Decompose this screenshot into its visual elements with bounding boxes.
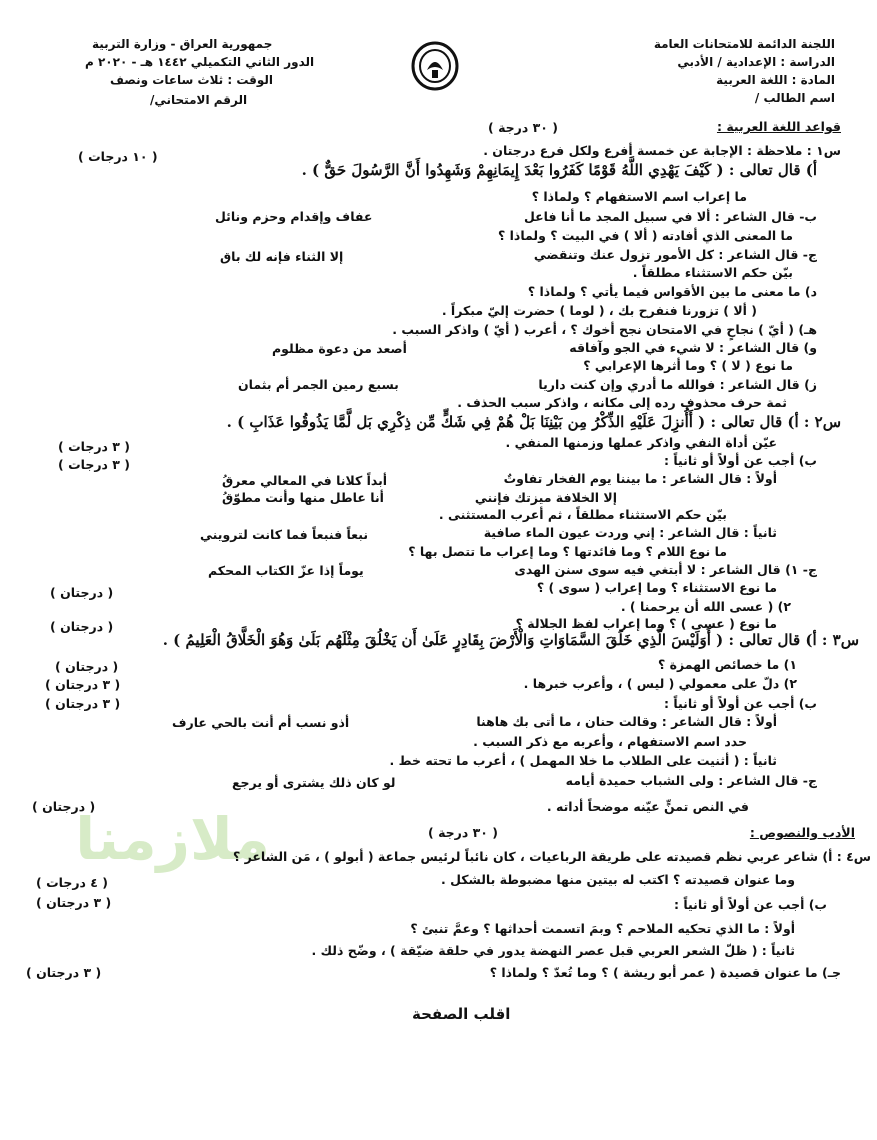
q2-c2-degree: ( درجتان ) bbox=[50, 619, 114, 634]
q1-a-verse: أ) قال تعالى : ( كَيْفَ يَهْدِي اللَّهُ قَوْمًا كَفَرُوا بَعْدَ إِيمَانِهِمْ وَشَهِدُوا أَنَّ الرَّسُولَ حَقٌّ ) . bbox=[301, 161, 817, 179]
section-literature-degree: ( ٣٠ درجة ) bbox=[428, 825, 498, 840]
q2-b1-verse2: أبداً كلانا في المعالي معرقُ bbox=[222, 473, 388, 488]
q1-w-verse: و) قال الشاعر : لا شيء في الجو وآفاقه bbox=[569, 340, 817, 355]
q2-c1-question: ما نوع الاستثناء ؟ وما إعراب ( سوى ) ؟ bbox=[536, 580, 777, 595]
q1-note: س١ : ملاحظة : الإجابة عن خمسة أفرع ولكل فرع درجتان . bbox=[483, 143, 841, 158]
q1-b-question: ما المعنى الذي أفادته ( ألا ) في البيت ؟ ولماذا ؟ bbox=[498, 228, 793, 243]
q2-b1-verse: أولاً : قال الشاعر : ما بيننا يوم الفخار تفاوتٌ bbox=[503, 471, 777, 486]
q2-c1-degree: ( درجتان ) bbox=[50, 585, 114, 600]
q1-b-verse2: عفاف وإقدام وحزم ونائل bbox=[215, 209, 373, 224]
q4-b: ب) أجب عن أولاً أو ثانياً : bbox=[674, 897, 827, 912]
header-study: الدراسة : الإعدادية / الأدبي bbox=[677, 55, 835, 69]
q4-a: س٤ : أ) شاعر عربي نظم قصيدته على طريقة الرباعيات ، كان نائباً لرئيس جماعة ( أبولو ) ، مَن الشاعر ؟ bbox=[232, 849, 871, 864]
header-exam-number: الرقم الامتحاني/ bbox=[150, 93, 248, 107]
q1-z-question: ثمة حرف محذوف رده إلى مكانه ، واذكر سبب الحذف . bbox=[457, 395, 787, 410]
q2-a-verse: س٢ : أ) قال تعالى : ( أَأُنزِلَ عَلَيْهِ الذِّكْرُ مِن بَيْنِنَا بَلْ هُمْ فِي شَكٍّ مِّن ذِكْرِي بَل لَّمَّا يَذُوقُوا عَذَابِ ) . bbox=[226, 413, 841, 431]
header-committee: اللجنة الدائمة للامتحانات العامة bbox=[653, 37, 835, 51]
q1-a-question: ما إعراب اسم الاستفهام ؟ ولماذا ؟ bbox=[531, 189, 747, 204]
q2-a-degree: ( ٣ درجات ) bbox=[58, 439, 131, 454]
section-grammar-title: قواعد اللغة العربية : bbox=[716, 119, 841, 134]
ministry-seal-icon bbox=[410, 40, 460, 92]
q1-z-verse: ز) قال الشاعر : فوالله ما أدري وإن كنت داريا bbox=[538, 377, 817, 392]
q1-d: د) ما معنى ما بين الأقواس فيما يأتي ؟ ولماذا ؟ bbox=[527, 284, 817, 299]
q2-c2: ٢) ( عسى الله أن يرحمنا ) . bbox=[620, 599, 791, 614]
q1-b-verse: ب- قال الشاعر : ألا في سبيل المجد ما أنا فاعل bbox=[523, 209, 817, 224]
section-grammar-degree: ( ٣٠ درجة ) bbox=[488, 120, 558, 135]
q4-b-degree: ( ٣ درجتان ) bbox=[36, 895, 112, 910]
q2-b1-line2-verse2: أنا عاطل منها وأنت مطوّقُ bbox=[222, 490, 384, 505]
q4-c: جـ) ما عنوان قصيدة ( عمر أبو ريشة ) ؟ وما تُعدّ ؟ ولماذا ؟ bbox=[489, 965, 841, 980]
q1-c-question: بيّن حكم الاستثناء مطلقاً . bbox=[632, 265, 793, 280]
q3-c-verse: ج- قال الشاعر : ولى الشباب حميدة أيامه bbox=[565, 773, 817, 788]
q4-b2: ثانياً : ( ظلّ الشعر العربي قبل عصر النهضة يدور في حلقة ضيّقة ) ، وضّح ذلك . bbox=[311, 943, 795, 958]
q3-b1-verse: أولاً : قال الشاعر : وقالت حنان ، ما أتى بك هاهنا bbox=[476, 714, 777, 729]
q1-w-verse2: أصعد من دعوة مظلوم bbox=[272, 341, 407, 356]
q1-degree: ( ١٠ درجات ) bbox=[78, 149, 158, 164]
q3-b1-question: حدد اسم الاستفهام ، وأعربه مع ذكر السبب . bbox=[473, 734, 747, 749]
section-literature-title: الأدب والنصوص : bbox=[749, 825, 855, 840]
q3-b2: ثانياً : ( أثنيت على الطلاب ما خلا المهمل ) ، أعرب ما تحته خط . bbox=[389, 753, 777, 768]
q1-d-example: ( ألا ) تزورنا فنفرح بك ، ( لوما ) حضرت إليّ مبكراً . bbox=[441, 303, 757, 318]
turn-page-label: اقلب الصفحة bbox=[412, 1005, 511, 1023]
q2-a-question: عيّن أداة النفي واذكر عملها وزمنها المنفي . bbox=[505, 435, 777, 450]
header-republic: جمهورية العراق - وزارة التربية bbox=[92, 37, 273, 51]
q3-c-question: في النص تمنٍّ عيّنه موضحاً أداته . bbox=[546, 799, 749, 814]
q3-c-degree: ( درجتان ) bbox=[32, 799, 96, 814]
q2-b1-question: بيّن حكم الاستثناء مطلقاً ، ثم أعرب المستثنى . bbox=[438, 507, 727, 522]
q2-c1-verse2: يوماً إذا عزّ الكتاب المحكم bbox=[208, 563, 364, 578]
q3-a1: ١) ما خصائص الهمزة ؟ bbox=[658, 657, 797, 672]
q4-b1: أولاً : ما الذي تحكيه الملاحم ؟ وبمَ اتسمت أحداثها ؟ وعمَّ تنبئ ؟ bbox=[410, 921, 795, 936]
q2-b2-verse: ثانياً : قال الشاعر : إني وردت عيون الماء صافية bbox=[483, 525, 777, 540]
q4-a-question: وما عنوان قصيدته ؟ اكتب له بيتين منها مضبوطة بالشكل . bbox=[440, 872, 795, 887]
q2-b2-question: ما نوع اللام ؟ وما فائدتها ؟ وما إعراب ما تتصل بها ؟ bbox=[408, 544, 727, 559]
q2-c2-question: ما نوع ( عسى ) ؟ وما إعراب لفظ الجلالة ؟ bbox=[515, 616, 777, 631]
q4-a-degree: ( ٤ درجات ) bbox=[36, 875, 109, 890]
q3-b-degree: ( ٣ درجتان ) bbox=[45, 696, 121, 711]
header-round: الدور الثاني التكميلي ١٤٤٢ هـ - ٢٠٢٠ م bbox=[85, 55, 315, 69]
q1-w-question: ما نوع ( لا ) ؟ وما أثرها الإعرابي ؟ bbox=[583, 358, 793, 373]
q4-c-degree: ( ٣ درجتان ) bbox=[26, 965, 102, 980]
q3-b1-verse2: أذو نسب أم أنت بالحي عارف bbox=[172, 715, 350, 730]
q2-b-degree: ( ٣ درجات ) bbox=[58, 457, 131, 472]
q1-c-verse2: إلا الثناء فإنه لك باق bbox=[220, 249, 344, 264]
q1-z-verse2: بسبع رمين الجمر أم بثمان bbox=[238, 377, 399, 392]
q3-a1-degree: ( درجتان ) bbox=[55, 659, 119, 674]
q2-b2-verse2: نبعاً فنبعاً فما كانت لترويني bbox=[200, 527, 369, 542]
q2-c1-verse: ج- ١) قال الشاعر : لا أبتغي فيه سوى سنن الهدى bbox=[514, 562, 817, 577]
header-time: الوقت : ثلاث ساعات ونصف bbox=[110, 73, 274, 87]
q3-a2-degree: ( ٣ درجتان ) bbox=[45, 677, 121, 692]
q3-c-verse2: لو كان ذلك يشترى أو يرجع bbox=[232, 775, 396, 790]
q1-h: هـ) ( أيّ ) نجاحٍ في الامتحان نجح أخوك ؟ ، أعرب ( أيّ ) واذكر السبب . bbox=[392, 322, 817, 337]
q2-b1-line2: إلا الخلافة ميزتك فإنني bbox=[474, 490, 617, 505]
header-subject: المادة : اللغة العربية bbox=[716, 73, 835, 87]
watermark-logo: ملازمنا bbox=[75, 805, 270, 873]
q1-c-verse: ج- قال الشاعر : كل الأمور تزول عنك وتنقضي bbox=[533, 247, 817, 262]
q3-b: ب) أجب عن أولاً أو ثانياً : bbox=[664, 696, 817, 711]
q2-b: ب) أجب عن أولاً أو ثانياً : bbox=[664, 453, 817, 468]
q3-a-verse: س٣ : أ) قال تعالى : ( أَوَلَيْسَ الَّذِي خَلَقَ السَّمَاوَاتِ وَالْأَرْضَ بِقَادِرٍ عَلَىٰ أَن يَخْلُقَ مِثْلَهُم بَلَىٰ وَهُوَ الْخَلَّاقُ الْعَلِيمُ ) . bbox=[162, 631, 859, 649]
q3-a2: ٢) دلّ على معمولي ( ليس ) ، وأعرب خبرها . bbox=[523, 676, 797, 691]
header-student-name: اسم الطالب / bbox=[754, 91, 835, 105]
